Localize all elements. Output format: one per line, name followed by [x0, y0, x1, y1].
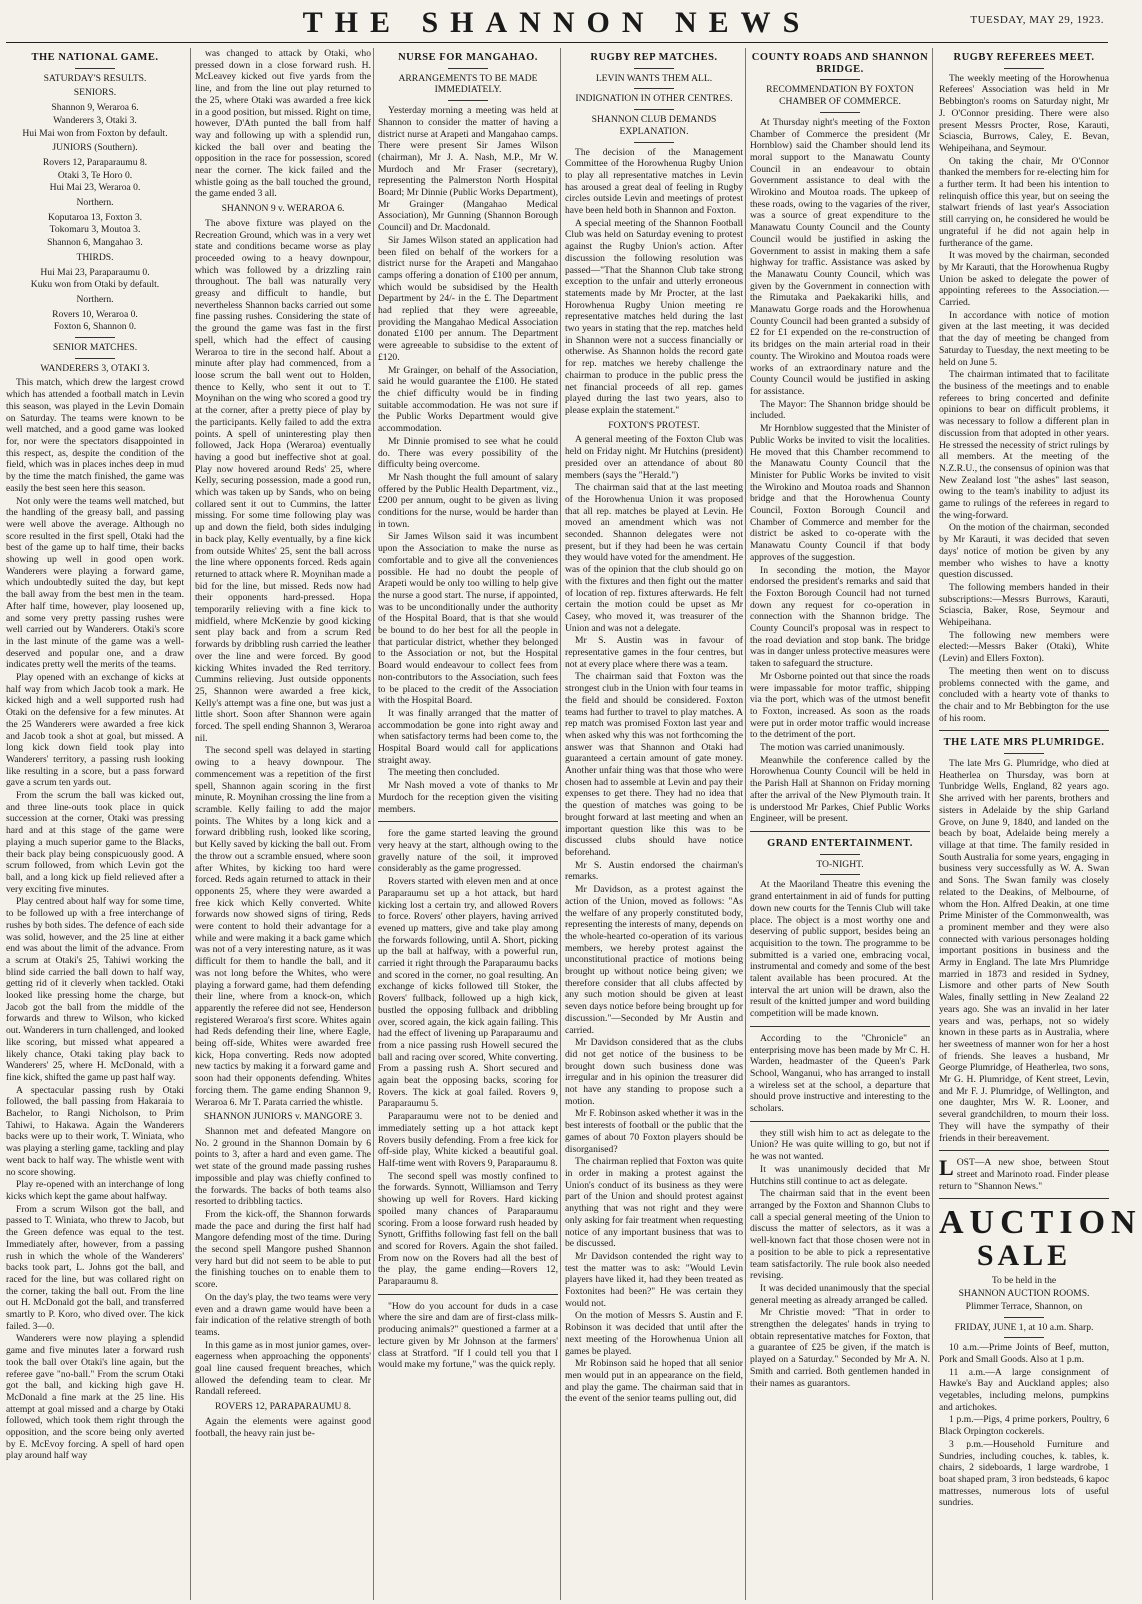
divider [634, 88, 674, 89]
match-report [195, 1126, 371, 1398]
paragraph: Shannon 9, Weraroa 6. [51, 102, 139, 114]
paragraph: 10 a.m.—Prime Joints of Beef, mutton, Pork and Small Goods. Also at 1 p.m. [939, 1342, 1109, 1365]
paragraph: The following members handed in their subscriptions:—Messrs Burrows, Karauti, Sciascia, Baker, Rose, Seymour and Wehipeihana. [939, 581, 1109, 629]
paragraph: Sir James Wilson stated an application had been filed on behalf of the workers for a district nurse for the Arapeti and Mangahao camps offering a donation of £100 per annum, which would be subsidised by the Health Department by 24/- in the £. The Department had replied that they were agreeable, providing the Mangahao Medical Association donated £100 per annum. The Department were agreeable to subsidise to the extent of £120. [378, 234, 558, 363]
divider [448, 68, 488, 69]
paragraph: Again the elements were against good football, the heavy rain just be- [195, 1415, 371, 1439]
paragraph: Hui Mai won from Foxton by default. [22, 127, 168, 139]
rugby-rep-subheading: LEVIN WANTS THEM ALL. [595, 72, 713, 84]
paragraph: This match, which drew the largest crowd which has attended a football match in Levin this season, was played in the Levin Domain on Saturday. The teams were known to be well matched, and a good game was looked for, nor were the spectators disappointed in this respect, as, despite the condition of the field, which was in places inches deep in mud by the time the match finished, the game was easily the best seen here this season. [6, 377, 184, 494]
county-roads-heading: COUNTY ROADS AND SHANNON BRIDGE. [751, 52, 929, 75]
northern-thirds-label: Northern. [76, 293, 114, 305]
paragraph: Mr Christie moved: "That in order to strengthen the delegates' hands in trying to obtain representative matches for Foxton, that a guarantee of £25 be given, if the match is played on a Saturday." Seconded by Mr A. N. Smith and carried. Both gentlemen handed in their names as guarantors. [750, 1307, 930, 1389]
paragraph: Mr F. Robinson asked whether it was in the best interests of football or the public that the games of about 70 Foxton players should be disorganised? [565, 1108, 743, 1155]
paragraph: Sir James Wilson said it was incumbent upon the Association to make the nurse as comfortable and to give all the conveniences possible. He had no doubt the people of Arapeti would be only too willing to help give the nurse a good start. The nurse, if appointed, was to be unconditionally under the authority of the Hospital Board, that is that she would be bound to do her best for all the people in that particular district, whether they belonged to the Association or not, but the Hospital Board would endeavour to collect fees from non-contributors to the Association, such fees to be placed to the credit of the Association with the Hospital Board. [378, 531, 558, 707]
junior-results [6, 157, 184, 194]
paragraph: Kuku won from Otaki by default. [30, 279, 160, 291]
county-roads-article [750, 117, 930, 825]
juniors-label: JUNIORS (Southern). [52, 142, 138, 154]
paragraph: On the motion of Messrs S. Austin and F. Robinson it was decided that until after the next meeting of the Horowhenua Union all games be played. [565, 1310, 743, 1357]
paragraph: Wanderers 3, Otaki 3. [53, 114, 137, 126]
paragraph: A special meeting of the Shannon Football Club was held on Saturday evening to protest against the Rugby Union's action. After discussion the following resolution was passed—"That the Shannon Club take strong exception to the unfair and utterly erroneous statements made by Mr Procter, at the last Horowhenua Rugby Union meeting re representative matches held during the last two years in stating that the rep. matches held in Shannon were not a success financially or otherwise. As Shannon holds the record gate for rep. matches we hereby challenge the chairman to produce in the public press the net financial proceeds of all rep. games played during the last two years, also to please explain the statement." [565, 217, 743, 416]
paragraph: The motion was carried unanimously. [760, 742, 905, 754]
senior-results [6, 102, 184, 139]
paragraph: A general meeting of the Foxton Club was held on Friday night. Mr Hutchins (president) presided over an attendance of about 80 members (says the "Herald.") [565, 434, 743, 481]
paragraph: Hui Mai 23, Weraroa 0. [49, 182, 141, 194]
paragraph: A spectacular passing rush by Otaki followed, the ball passing from Hakaraia to Bachelor, to Rangi Nicholson, to Prim Tahiwi, to Hakawa. Again the Wanderers backs were up to their work, T. Winiata, who was playing a sterling game, tackling and play went back to half way. The whistle went with no score showing. [6, 1084, 184, 1178]
match-title: WANDERERS 3, OTAKI 3. [40, 362, 150, 374]
rugby-rep-article [565, 147, 743, 417]
auction-venue [939, 1275, 1109, 1312]
paragraph: Plimmer Terrace, Shannon, on [965, 1300, 1083, 1312]
divider [378, 821, 558, 822]
wireless-article [750, 1033, 930, 1115]
paragraph: Rovers 12, Paraparaumu 8. [42, 156, 148, 168]
divider [634, 68, 674, 69]
paragraph: Play re-opened with an interchange of long kicks which kept the game about halfway. [6, 1179, 184, 1202]
paragraph: The chairman said that Foxton was the strongest club in the Union with four teams in the field and should be considered. Foxton teams had further to travel to play matches. A rep match was promised Foxton last year and when asked why this was not forthcoming the answer was that Shannon and Otaki had guaranteed a certain amount of gate money. Another unfair thing was that those who were chosen had to assemble at Levin and pay their expenses to get there. They had no idea that the question of matches was going to be brought forward at last meeting and when an important question like this was to be discussed clubs should have notice beforehand. [565, 671, 743, 858]
paragraph: The Mayor: The Shannon bridge should be included. [750, 398, 930, 422]
rugby-rep-subheading: INDIGNATION IN OTHER CENTRES. [575, 93, 733, 105]
divider [378, 1294, 558, 1295]
sale-title: SALE [976, 1239, 1072, 1273]
paragraph: Play opened with an exchange of kicks at half way from which Jacob took a mark. He kicked high and a well supported rush had Otaki on the defensive for a few minutes. At the 25 Wanderers were awarded a free kick and Jacob took a shot at goal, but missed. A long kick down field took play into Wanderers' territory, a passing rush looking like resulting in a score, but a pass forward gave a scrum ten yards out. [6, 672, 184, 789]
divider [939, 1198, 1109, 1199]
paragraph: It was decided unanimously that the special general meeting as already arranged be called. [750, 1282, 930, 1306]
paragraph: From a scrum Wilson got the ball, and passed to T. Winiata, who threw to Jacob, but the Green defence was equal to the test. Immediately after, however, from a passing rush in which the whole of the Wanderers' backs took part, L. Johns got the ball, and raced for the line, but was collared right on the corner, taking the ball out. From the line out H. McDonald got the ball, and transferred smartly to P. Koro, who dived over. The kick failed. 3—0. [6, 1203, 184, 1332]
county-roads-subheading: RECOMMENDATION BY FOXTON CHAMBER OF COMMERCE. [766, 84, 914, 108]
paragraph: 3 p.m.—Household Furniture and Sundries, including couches, k. tables, k. chairs, 2 sideboards, 1 large wardrobe, 1 boat shaped pram, 3 iron bedsteads, 6 kapoc mattresses, numerous lots of useful sundries. [939, 1438, 1109, 1509]
divider [75, 337, 115, 338]
divider [820, 79, 860, 80]
divider [750, 831, 930, 832]
paragraph: The chairman said that at the last meeting of the Horowhenua Union it was proposed that all rep. matches be played at Levin. He moved an amendment which was not seconded. Shannon delegates were not present, but if they had been he was certain they would have voted for the amendment. He was of the opinion that the club should go on with the fixtures and then fight out the matter of location of rep. fixtures afterwards. He felt certain the motion could be upset as Mr Casey, who moved it, was treasurer of the Union and was not a delegate. [565, 482, 743, 634]
foxton-protest-title: FOXTON'S PROTEST. [608, 419, 700, 431]
grand-entertainment-heading: GRAND ENTERTAINMENT. [767, 838, 913, 849]
paragraph: In this game as in most junior games, over-eagerness when approaching the opponents' goal line caused frequent breaches, which allowed the defending team to clear. Mr Randall refereed. [195, 1339, 371, 1398]
paragraph: Mr Dinnie promised to see what he could do. There was every possibility of the difficulty being overcome. [378, 435, 558, 471]
paragraph: Mr Hornblow suggested that the Minister of Public Works be invited to visit the localities. He moved that this Chamber recommend to the Manawatu County Council that the Minister for Public Works be invited to visit the Wirokino and Moutoa roads and Shannon bridge and that the Horowhenua County Council, Foxton Borough Council and Chamber of Commerce and member for the district be asked to co-operate with the Manawatu County Council if that body approves of the suggestion. [750, 423, 930, 563]
paragraph: It was finally arranged that the matter of accommodation be gone into right away and when satisfactory terms had been come to, the Hospital Board would call for applications straight away. [378, 707, 558, 766]
paragraph: The decision of the Management Committee of the Horowhenua Rugby Union to play all representative matches in Levin has aroused a great deal of feeling in Rugby circles outside Levin and meetings of protest have been held both in Shannon and Foxton. [565, 146, 743, 217]
divider [820, 874, 860, 875]
paragraph: In seconding the motion, the Mayor endorsed the president's remarks and said that the Foxton Borough Council had not turned down any request for co-operation in connection with the Shannon bridge. The County Council's proposal was in respect to the road deviation and stop bank. The bridge was in danger unless protective measures were taken to safeguard the structure. [750, 564, 930, 670]
paragraph: Play centred about half way for some time, to be followed up with a free interchange of rushes by both sides. The defence of each side was solid, however, and the 25 line at either end was about the limit of the advance. From a scrum at Otaki's 25, Tahiwi working the blind side carried the ball down to half way, getting rid of it cleverly when tackled. Otaki looked like pressing home the charge, but Jacob got the ball from the middle of the forwards and threw to Wilson, who kicked out. Wanderers in turn challenged, and looked like scoring, but missed what appeared a likely chance, Otaki taking play back to Wanderers' 25, where H. McDonald, with a fine kick, shifted the game up past half way. [6, 896, 184, 1083]
paragraph: From the scrum the ball was kicked out, and three line-outs took place in quick succession at the corner, Otaki was pressing hard and at this stage of the game were playing a much superior game to the Blacks, their back play being conspicuously good. A scrum followed, from which Levin got the ball, and a long kick up field relieved after a very exciting five minutes. [6, 790, 184, 895]
paragraph: On taking the chair, Mr O'Connor thanked the members for re-electing him for a further term. It had been his intention to relinquish office this year, but on seeing the stalwart friends of last year's Association still carrying on, he considered he would be ungrateful if he did not again help in furtherance of the game. [939, 155, 1109, 249]
paragraph: Mr Davidson, as a protest against the action of the Union, moved as follows: "As the welfare of any properly constituted body, representing the interests of many, depends on the whole-hearted co-operation of its various members, we hereby protest against the unconstitutional practice of motions being brought up without notice being given; we therefore consider that all clubs affected by any such motion should be given at least seven days notice before being brought up for discussion."—Seconded by Mr Austin and carried. [565, 884, 743, 1036]
northern-results [6, 212, 184, 249]
paragraph: According to the "Chronicle" an enterprising move has been made by Mr C. H. Warden, headmaster of the Queen's Park School, Wanganui, who has arranged to install a wireless set at the school, a departure that should prove instructive and interesting to the scholars. [750, 1032, 930, 1115]
paragraph: Tokomaru 3, Moutoa 3. [49, 224, 141, 236]
divider [750, 1121, 930, 1122]
rugby-rep-heading: RUGBY REP MATCHES. [590, 52, 718, 63]
paragraph: The weekly meeting of the Horowhenua Referees' Association was held in Mr Bebbington's rooms on Saturday night, Mr J. O'Connor presiding. There were also present Messrs Procter, Rose, Karauti, Sciascia, Burrows, Caley, E. Bevan, Wehipeihana, and Seymour. [939, 72, 1109, 154]
nurse-article [378, 105, 558, 815]
lost-dropcap: L [939, 1155, 954, 1181]
paragraph: Mr Nash moved a vote of thanks to Mr Murdoch for the reception given the visiting members. [378, 780, 558, 815]
seniors-label: SENIORS. [73, 87, 117, 99]
divider [1004, 753, 1044, 754]
paragraph: At Thursday night's meeting of the Foxton Chamber of Commerce the president (Mr Hornblow) said the Chamber should lend its moral support to the Manawatu County Council in an endeavour to obtain Government assistance to deal with the Wirokino and Moutoa roads. The upkeep of these roads, owing to the vagaries of the river, was a source of great expenditure to the Manawatu County Council and the County Council would be justified in asking the Government to assist in making them a safe highway for traffic. Assistance was asked by the Manawatu County Council, which was given by the Government in connection with the Rimutaka and Paekakariki hills, and Manawatu Gorge roads and the Horowhenua County Council had been granted a subsidy of £2 for £1 expended on the re-construction of its bridges on the main arterial road in their county. The Wirokino and Moutoa roads were works of an extraordinary nature and the County Council would be justified in asking for assistance. [750, 116, 930, 397]
paragraph: Otaki 3, Te Horo 0. [57, 169, 133, 181]
results-subheading: SATURDAY'S RESULTS. [43, 72, 147, 84]
paragraph: Paraparaumu were not to be denied and immediately setting up a hot attack kept Rovers busily defending. From a free kick for off-side play, White kicked a beautiful goal. Half-time went with Rovers 9, Paraparaumu 8. [378, 1111, 558, 1169]
paragraph: In accordance with notice of motion given at the last meeting, it was decided that the day of meeting be changed from Saturday to Tuesday, the next meeting to be held on June 5. [939, 309, 1109, 368]
paragraph: From the kick-off, the Shannon forwards made the pace and during the first half had Mangore defending most of the time. During the second spell Mangore pushed Shannon very hard but did not seem to be able to put the finishing touches on to enable them to score. [195, 1208, 371, 1291]
paragraph: SHANNON AUCTION ROOMS. [958, 1288, 1090, 1300]
divider [820, 854, 860, 855]
paragraph: Koputaroa 13, Foxton 3. [47, 211, 143, 223]
referees-heading: RUGBY REFEREES MEET. [953, 52, 1095, 63]
match-report-continued [195, 48, 371, 200]
paragraph: 11 a.m.—A large consignment of Hawke's Bay and Auckland apples; also vegetables, including melons, pumpkins and artichokes. [939, 1366, 1109, 1413]
paragraph: Rovers started with eleven men and at once Paraparaumu set up a hot attack, but hard kicking lost a certain try, and allowed Rovers to force. Rovers' other players, having arrived evened up matters, give and take play among the forwards following, until A. Short, picking up the ball at halfway, with a powerful run, carried it right through the Paraparaumu backs and scored in the corner, no goal resulting. An exchange of kicks followed till Stoker, the Rovers' fullback, followed up a high kick, bustled the opposing fullback and dribbling over, scored again, the kick again failing. This had the effect of livening up Paraparaumu and from a nice passing rush Howell secured the ball and racing over scored, White converting. From a passing rush A. Short secured and again beat the opposing backs, scoring for Rovers. The kick at goal failed. Rovers 9, Paraparaumu 5. [378, 876, 558, 1110]
paragraph: Mr Nash thought the full amount of salary offered by the Public Health Department, viz., £200 per annum, ought to be given as living conditions for the nurse, would be harder than in town. [378, 471, 558, 530]
paragraph: At the Maoriland Theatre this evening the grand entertainment in aid of funds for putting down new courts for the Tennis Club will take place. The object is a most worthy one and deserving of public support, besides being an acquisition to the town. The programme to be submitted is a varied one, embracing vocal, instrumental and comedy and some of the best talent available has been procured. At the interval the art union will be drawn, also the result of the knitted jumper and word building competition will be made known. [750, 879, 930, 1020]
senior-matches-label: SENIOR MATCHES. [52, 342, 138, 354]
column-1 [6, 48, 188, 1600]
rovers-report-continued [378, 828, 558, 1287]
auction-title: AUCTION [939, 1204, 1142, 1242]
northern-label: Northern. [76, 197, 114, 209]
paragraph: Shannon 6, Mangahao 3. [47, 237, 143, 249]
paragraph: The following new members were elected:—Messrs Baker (Otaki), White (Levin) and Ellers Foxton). [939, 629, 1109, 665]
paragraph: Mr Robinson said he hoped that all senior men would put in an appearance on the field, and play the game. The chairman said that in the event of the senior teams pulling out, did [565, 1358, 743, 1405]
paragraph: "How do you account for duds in a case where the sire and dam are of first-class milk-producing animals?" questioned a farmer at a lecture given by Mr Johnson at the farmers' class at Stratford. "If I could tell you that I would make my fortune," was the quick reply. [378, 1300, 558, 1371]
tonight-label: TO-NIGHT. [816, 858, 864, 870]
paragraph: The meeting then went on to discuss problems connected with the game, and concluded with a hearty vote of thanks to the chair and to Mr Bebbington for the use of his room. [939, 665, 1109, 724]
divider [820, 112, 860, 113]
thirds-results [6, 267, 184, 291]
paragraph: The above fixture was played on the Recreation Ground, which was in a very wet state and conditions became worse as play proceeded owing to a heavy downpour, which was followed by a drizzling rain throughout. The ball was naturally very greasy and difficult to handle, but nevertheless Shannon backs carried out some fine passing rushes. Considering the state of the ground the game was fast in the first spell, which had the effect of causing Weraroa to tire in the second half. About a minute after play had commenced, from a loose scrum the ball went out to Holden, thence to Kelly, who sent it out to T. Moynihan on the wing who scored a good try at the corner, after a pretty piece of play by the participants. Kelly failed to add the extra points. A spell of uninteresting play then followed, Jack Hopa (Weraroa) eventually having a good but ineffective shot at goal. Play now hovered around Reds' 25, where Kelly, securing possession, made a good run, which was taken up by Sands, who on being collared sent it out to Cummins, the latter missing. For some time following play was up and down the field, both sides indulging in back play, Kelly eventually, by a fine kick from outside Whites' 25, sent the ball across the line where opponents forced. Reds again returned to attack where R. Moynihan made a bid for the line, but missed. Reds now had their opponents hard-pressed. Hopa temporarily relieving with a fine kick to midfield, where McKenzie by good kicking sent play back and from a scrum Red forwards by dribbling rush carried the leather over the line and were forced. By good kicking Whites invaded the Red territory. Cummins relieving. Just outside opponents 25, Shannon were awarded a free kick, Kelly's attempt was a fine one, but was just a little short. Soon after Shannon were again forced. The spell ending Shannon 3, Weraroa nil. [195, 217, 371, 744]
paragraph: Mr S. Austin endorsed the chairman's remarks. [565, 859, 743, 883]
issue-date: TUESDAY, MAY 29, 1923. [970, 14, 1104, 26]
paragraph: On the day's play, the two teams were very even and a drawn game would have been a fair indication of the relative strength of both teams. [195, 1291, 371, 1338]
paragraph: Shannon met and defeated Mangore on No. 2 ground in the Shannon Domain by 6 points to 3, after a hard and even game. The wet state of the ground made passing rushes impossible and play was chiefly confined to the forwards. The backs of both teams also resorted to dribbling tactics. [195, 1125, 371, 1208]
paragraph: 1 p.m.—Pigs, 4 prime porkers, Poultry, 6 Black Orpington cockerels. [939, 1414, 1109, 1438]
paragraph: It was moved by the chairman, seconded by Mr Karauti, that the Horowhenua Rugby Union be asked to delegate the power of appointing referees to the Association.—Carried. [939, 250, 1109, 309]
match-report [6, 377, 184, 1462]
paragraph: The chairman replied that Foxton was quite in order in making a protest against the Union's conduct of its business as they were part of the Union and should protest against anything that was not right and they were only asking for fair treatment when requesting notice of any important business that was to be discussed. [565, 1156, 743, 1250]
paragraph: The chairman intimated that to facilitate the business of the meetings and to enable referees to bring concerted and definite opinions to bear on difficult problems, it was necessary to follow a different plan in discussion from that adopted in other years. He stressed the necessity of strict rulings by all members. At the meeting of the N.Z.R.U., the consensus of opinion was that New Zealand lost "the ashes" last season, owing to the team's inability to adjust its game to rulings of the referees in regard to the wing-forward. [939, 369, 1109, 521]
paragraph: Mr Grainger, on behalf of the Association, said he would guarantee the £100. He stated the chief difficulty would be in finding suitable accommodation. He was not sure if the Public Works Department would give accommodation. [378, 364, 558, 435]
paragraph: The chairman said that in the event been arranged by the Foxton and Shannon Clubs to call a special general meeting of the Union to discuss the matter of selectors, as it was a well-known fact that those chosen were not in a position to be able to pick a representative team satisfactorily. The rule book also needed revising. [750, 1188, 930, 1282]
auction-items [939, 1342, 1109, 1509]
match-report [195, 218, 371, 1108]
nurse-heading: NURSE FOR MANGAHAO. [398, 52, 538, 63]
divider [75, 358, 115, 359]
paragraph: Meanwhile the conference called by the Horowhenua County Council will be held in the Parish Hall at Shannon on Friday morning after the arrival of the New Plymouth train. It is understood Mr Parkes, Chief Public Works Engineer, will be present. [750, 754, 930, 825]
paragraph: Mr S. Austin was in favour of representative games in the four centres, but not at every place where there was a team. [565, 635, 743, 670]
masthead-rule [6, 42, 1108, 43]
match-title: ROVERS 12, PARAPARAUMU 8. [214, 1401, 352, 1413]
paragraph: Not only were the teams well matched, but the handling of the greasy ball, and passing were well above the average. Although no score resulted in the first spell, Otaki had the best of the game up to half time, their backs showing up well in good open work. Wanderers were playing a forward game, which undoubtedly suited the day, but kept the ball away from the best men in the team. After half time, however, play loosened up, and some very pretty passing rushes were well carried out by Wanderers. Otaki's score in the last minute of the game was a well-deserved and popular one, and a draw indicates pretty well the merits of the teams. [6, 495, 184, 671]
paragraph: Hui Mai 23, Paraparaumu 0. [40, 266, 150, 278]
divider [750, 1026, 930, 1027]
farmer-anecdote [378, 1301, 558, 1371]
divider [634, 142, 674, 143]
paragraph: The second spell was mostly confined to the forwards. Synnott, Williamson and Terry showing up well for Rovers. Hard kicking spoiled many chances of Paraparaumu scoring. From a loose forward rush headed by Synott, Griffiths following fast fell on the ball and scored for Rovers. Again the shot failed. From now on the Rovers had all the best of the play, the game ending—Rovers 12, Paraparaumu 8. [378, 1170, 558, 1288]
paragraph: they still wish him to act as delegate to the Union? He was quite willing to go, but not if he was not wanted. [750, 1127, 930, 1163]
divider [1004, 68, 1044, 69]
lost-notice [939, 1157, 1109, 1192]
referees-article [939, 73, 1109, 725]
paragraph: Wanderers were now playing a splendid game and five minutes later a forward rush took the ball over Otaki's line again, but the referee gave "no-ball." From the scrum Otaki got the ball, and kicking high gave H. McDonald a fine mark at the 25 line. His attempt at goal missed and a charge by Otaki followed, which took them right through the opposition, and the score being only averted by E. McEvoy forcing. A spell of hard open play around half way [6, 1333, 184, 1462]
divider [448, 100, 488, 101]
rugby-rep-subheading: SHANNON CLUB DEMANDS EXPLANATION. [591, 114, 717, 137]
divider [1004, 1337, 1044, 1338]
foxton-protest-continued [750, 1128, 930, 1389]
column-3 [373, 48, 562, 1600]
paragraph: Foxton 6, Shannon 0. [53, 321, 137, 333]
paragraph: The late Mrs G. Plumridge, who died at Heatherlea on Thursday, was born at Tunbridge Wells, England, 82 years ago. She arrived with her parents, brothers and sisters in Adelaide by the ship Garland Grove, on June 9, 1840, and landed on the beach by boat, Adelaide being merely a village at that time. The family resided in South Australia for some years, engaging in business very successfully as W. A. Swan and Sons. The Swan family was closely related to the Deakins, of Melbourne, of whom the Hon. Alfred Deakin, at one time Prime Minister of the Commonwealth, was a prominent member and they were also connected with various personages holding important positions in business and the Army in England. The late Mrs Plumridge married in 1873 and resided in Sydney, Lismore and other parts of New South Wales, finally settling in New Zealand 22 years ago. She was an invalid in her later years and was, perhaps, not so widely known in these parts as in Australia, where her sweetness of manner won for her a host of friends. She leaves a husband, Mr George Plumridge, of Heatherlea, two sons, Mr G. H. Plumridge, of Kent street, Levin, and Mr F. J. Plumridge, of Wellington, and one daughter, Mrs W. R. Looner, and several grandchildren, to mourn their loss. They will have the sympathy of their friends in their bereavement. [939, 758, 1109, 1144]
northern-thirds-results [6, 309, 184, 333]
paragraph: Mr Davidson considered that as the clubs did not get notice of the business to be brought down such business done was irregular and in his opinion the treasurer did not have any standing to propose such a motion. [565, 1037, 743, 1107]
paragraph: Mr Osborne pointed out that since the roads were impassable for motor traffic, shipping via the port, which was of the utmost benefit to Foxton, increased. As soon as the roads were put in order motor traffic would increase to the detriment of the port. [750, 670, 930, 741]
paragraph: On the motion of the chairman, seconded by Mr Karauti, it was decided that seven days' notice of motion be given by any member who wishes to have a knotty question discussed. [939, 522, 1109, 581]
paragraph: The meeting then concluded. [388, 767, 500, 779]
divider [634, 109, 674, 110]
nurse-subheading: ARRANGEMENTS TO BE MADE IMMEDIATELY. [398, 72, 538, 96]
divider [939, 730, 1109, 731]
masthead [0, 0, 1114, 40]
lost-text: OST—A new shoe, between Stout street and Marinoto road. Finder please return to "Shannon News." [939, 1157, 1109, 1192]
column-4 [560, 48, 747, 1600]
entertainment-article [750, 879, 930, 1019]
divider [939, 1150, 1109, 1151]
divider [1004, 1317, 1044, 1318]
column-2 [190, 48, 375, 1600]
paragraph: was changed to attack by Otaki, who pressed down in a close forward rush. H. McLeavey kicked out five yards from the line, and from the line out play returned to the 25, where Otaki was awarded a free kick in a good position, but missed. Right on time, however, D'Ath punted the ball from half way and following up with a splendid run, kicked the ball over and beating the opposition in the race for possession, scored near the corner. The kick failed and the whistle going as the ball touched the ground, the game ended 3 all. [195, 48, 371, 200]
match-title: SHANNON JUNIORS v. MANGORE 3. [203, 1111, 363, 1123]
column-5 [745, 48, 934, 1600]
paragraph: Mr Davidson contended the right way to test the matter was to ask: "Would Levin players have liked it, had they been treated as Foxtonites had been?" He was certain they would not. [565, 1250, 743, 1309]
auction-date: FRIDAY, JUNE 1, at 10 a.m. Sharp. [954, 1321, 1094, 1333]
match-report [195, 1416, 371, 1439]
newspaper-title: THE SHANNON NEWS [302, 6, 812, 39]
paragraph: To be held in the [991, 1275, 1057, 1287]
column-6 [932, 48, 1142, 1600]
paragraph: fore the game started leaving the ground very heavy at the start, although owing to the gravelly nature of the soil, it improved considerably as the game progressed. [378, 828, 558, 875]
plumridge-heading: THE LATE MRS PLUMRIDGE. [943, 737, 1105, 749]
divider [75, 68, 115, 69]
paragraph: It was unanimously decided that Mr Hutchins still continue to act as delegate. [750, 1163, 930, 1187]
national-game-heading: THE NATIONAL GAME. [31, 52, 159, 63]
match-title: SHANNON 9 v. WERAROA 6. [221, 203, 345, 215]
thirds-label: THIRDS. [76, 251, 114, 263]
paragraph: Yesterday morning a meeting was held at Shannon to consider the matter of having a district nurse at Arapeti and Mangahao camps. There were present Sir James Wilson (chairman), Mr J. A. Nash, M.P., Mr W. Murdoch and Mr Fraser (secretary), representing the Palmerston North Hospital Board; Mr Dinnie (Public Works Department), Mr Grainger (Mangahao Medical Association), Mr Gunning (Shannon Borough Council) and Dr. Macdonald. [378, 105, 558, 234]
plumridge-obituary [939, 758, 1109, 1144]
foxton-protest-article [565, 434, 743, 1405]
paragraph: The second spell was delayed in starting owing to a heavy downpour. The commencement was a repetition of the first spell, Shannon again scoring in the first minute, R. Moynihan crossing the line from a scramble. Kelly failing to add the major points. The Whites by a long kick and a forward dribbling rush, looked like scoring, but Kelly saved by kicking the ball out. From the throw out a scramble ensued, where soon after Whites, by kicking too hard were forced. Reds again returned to attack in their opponents 25, where they were awarded a free kick which Kelly converted. White forwards now showed signs of tiring, Reds were content to hold their advantage for a while and were making it a back game which was not of a very interesting nature, as it was difficult for them to handle the ball, and it was not long before the Whites, who were playing a forward game, had them defending their line, where from a knock-on, which apparently the referee did not see, Henderson registered Weraroa's first score. Whites again had Reds defending their line, where Eagle, being off-side, Whites were awarded free kick, Hopa converting. Reds now adopted new tactics by making it a forward game and soon had their opponents defending. Whites forcing them. The game ending Shannon 9, Weraroa 6. Mr T. Parata carried the whistle. [195, 745, 371, 1108]
paragraph: Rovers 10, Weraroa 0. [52, 308, 138, 320]
